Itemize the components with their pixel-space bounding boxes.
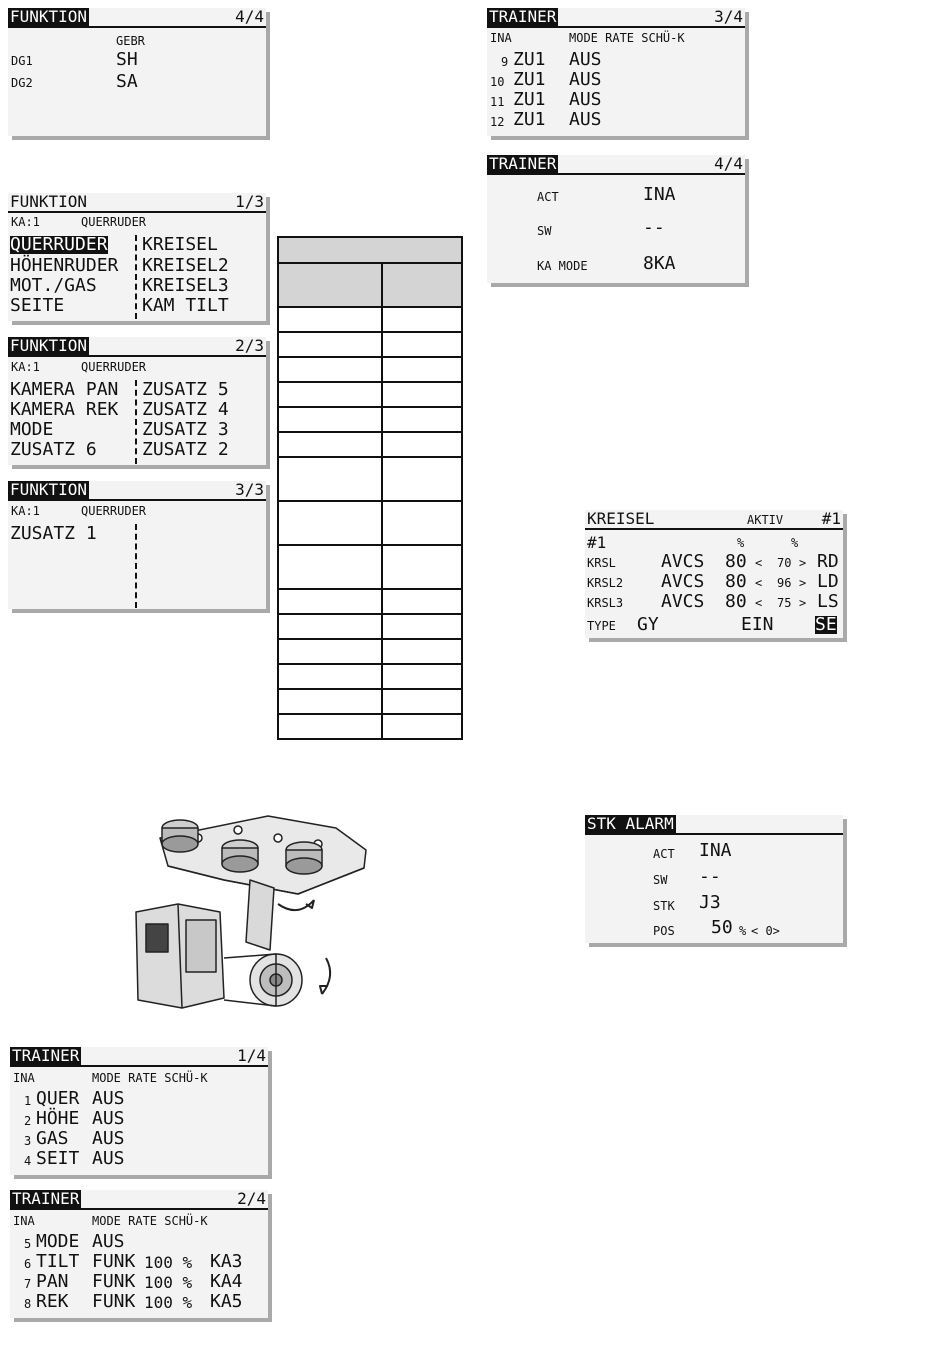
channel-label: KA:1 (11, 360, 40, 374)
bracket-close: > (799, 556, 807, 570)
channel-number: 9 (501, 55, 509, 69)
bracket-open: < (755, 596, 763, 610)
table-cell (382, 382, 462, 407)
function-item[interactable]: MOT./GAS (10, 275, 97, 296)
function-item[interactable]: KAMERA REK (10, 399, 119, 420)
gyro-value: 96 (777, 576, 792, 590)
table-cell (382, 714, 462, 739)
ka-mode-value[interactable]: 8KA (643, 253, 676, 274)
channel-mode[interactable]: FUNK (92, 1251, 136, 1272)
table-cell (278, 332, 382, 357)
table-cell (382, 307, 462, 332)
channel-number: 12 (490, 115, 505, 129)
row-value: SH (116, 49, 138, 70)
table-cell (382, 332, 462, 357)
pos-value[interactable]: 50 (711, 917, 733, 938)
channel-mode[interactable]: FUNK (92, 1271, 136, 1292)
gyro-mode[interactable]: AVCS (661, 591, 705, 612)
function-item[interactable]: ZUSATZ 1 (10, 523, 97, 544)
channel-rate[interactable]: 100 % (144, 1293, 193, 1312)
table-cell (382, 614, 462, 639)
function-item[interactable]: KREISEL (142, 234, 218, 255)
channel-number: 4 (24, 1154, 32, 1168)
function-item[interactable]: MODE (10, 419, 54, 440)
function-item[interactable]: SEITE (10, 295, 65, 316)
screen-title: KREISEL (587, 509, 655, 528)
channel-number: 1 (24, 1094, 32, 1108)
channel-rate[interactable]: 100 % (144, 1253, 193, 1272)
table-cell (278, 689, 382, 714)
trainer-screen-2 (10, 1190, 268, 1318)
screen-header (8, 193, 266, 213)
act-label: ACT (653, 847, 675, 861)
channel-label: KA:1 (11, 215, 40, 229)
pos-unit: % (739, 924, 747, 938)
screen-header (585, 815, 843, 835)
sw-label: SW (537, 224, 552, 238)
function-item[interactable]: HÖHENRUDER (10, 255, 119, 276)
channel-number: 5 (24, 1237, 32, 1251)
channel-mode[interactable]: AUS (569, 69, 602, 90)
type-value[interactable]: GY (637, 614, 659, 635)
gyro-name: KRSL3 (587, 596, 624, 610)
screen-title: TRAINER (12, 1189, 80, 1208)
table-cell (278, 664, 382, 689)
channel-assign[interactable]: KA5 (210, 1291, 243, 1312)
table-cell (382, 457, 462, 501)
sw-value[interactable]: -- (643, 217, 665, 238)
funktion-screen-2 (8, 337, 266, 465)
page-indicator: 2/3 (235, 336, 264, 355)
table-cell (278, 307, 382, 332)
se-value-selected[interactable]: SE (815, 614, 837, 635)
function-item[interactable]: ZUSATZ 6 (10, 439, 97, 460)
status-label: INA (490, 31, 512, 45)
channel-number: 8 (24, 1297, 32, 1311)
bracket-close: > (799, 596, 807, 610)
pos-label: POS (653, 924, 675, 938)
screen-title: STK ALARM (587, 814, 674, 833)
gyro-index: #1 (821, 509, 841, 528)
gyro-rate[interactable]: 80 (725, 551, 747, 572)
gyro-value: 75 (777, 596, 792, 610)
gyro-direction[interactable]: RD (817, 551, 839, 572)
act-value[interactable]: INA (699, 840, 732, 861)
funktion-screen-3 (8, 481, 266, 609)
column-divider (135, 380, 137, 464)
channel-mode[interactable]: AUS (569, 89, 602, 110)
column-headers: MODE RATE SCHÜ-K (92, 1214, 208, 1228)
table-cell (382, 639, 462, 664)
channel-name[interactable]: ZU1 (513, 49, 546, 70)
screen-title: TRAINER (489, 154, 557, 173)
channel-mode[interactable]: AUS (569, 109, 602, 130)
screen-header (487, 8, 745, 28)
table-cell (382, 664, 462, 689)
channel-mode[interactable]: AUS (569, 49, 602, 70)
stk-value[interactable]: J3 (699, 892, 721, 913)
page-indicator: 4/4 (235, 7, 264, 26)
table-cell (278, 545, 382, 589)
table-cell (278, 501, 382, 545)
gyro-value: 70 (777, 556, 792, 570)
function-item[interactable]: ZUSATZ 3 (142, 419, 229, 440)
table-header (278, 237, 462, 263)
function-item[interactable]: KREISEL3 (142, 275, 229, 296)
page-indicator: 2/4 (237, 1189, 266, 1208)
status-label: INA (13, 1214, 35, 1228)
table-cell (278, 357, 382, 382)
type-label: TYPE (587, 619, 616, 633)
table-cell (382, 589, 462, 614)
kreisel-screen (585, 510, 843, 638)
table-cell (382, 545, 462, 589)
screen-header (10, 1047, 268, 1067)
channel-name[interactable]: ZU1 (513, 109, 546, 130)
channel-number: 7 (24, 1277, 32, 1291)
channel-name[interactable]: TILT (36, 1251, 80, 1272)
channel-name[interactable]: MODE (36, 1231, 80, 1252)
screen-header (487, 155, 745, 175)
stk-alarm-screen (585, 815, 843, 943)
screen-title: FUNKTION (10, 336, 88, 355)
screen-title: TRAINER (489, 7, 557, 26)
screen-header (8, 481, 266, 501)
percent-header: % (791, 536, 799, 550)
page-indicator: 3/4 (714, 7, 743, 26)
on-value[interactable]: EIN (741, 614, 774, 635)
screen-header (8, 8, 266, 28)
function-item[interactable]: ZUSATZ 2 (142, 439, 229, 460)
function-label: QUERRUDER (81, 504, 147, 518)
sub-index: #1 (587, 533, 607, 552)
table-cell (382, 407, 462, 432)
sw-value[interactable]: -- (699, 866, 721, 887)
channel-assign[interactable]: KA4 (210, 1271, 243, 1292)
column-headers: MODE RATE SCHÜ-K (92, 1071, 208, 1085)
act-value[interactable]: INA (643, 184, 676, 205)
bracket-close: > (799, 576, 807, 590)
channel-name[interactable]: ZU1 (513, 89, 546, 110)
screen-title: TRAINER (12, 1046, 80, 1065)
screen-title: FUNKTION (10, 192, 88, 211)
trainer-screen-3 (487, 8, 745, 136)
sw-label: SW (653, 873, 668, 887)
row-label: DG2 (11, 76, 33, 90)
gyro-mode[interactable]: AVCS (661, 571, 705, 592)
function-item[interactable]: KAM TILT (142, 295, 229, 316)
status-label: AKTIV (747, 513, 784, 527)
channel-mode[interactable]: AUS (92, 1108, 125, 1129)
table-cell (278, 614, 382, 639)
screen-title: FUNKTION (10, 480, 88, 499)
table-cell (382, 689, 462, 714)
function-item[interactable]: KREISEL2 (142, 255, 229, 276)
page-indicator: 1/4 (237, 1046, 266, 1065)
gyro-rate[interactable]: 80 (725, 591, 747, 612)
channel-name[interactable]: HÖHE (36, 1108, 80, 1129)
table-cell (382, 357, 462, 382)
channel-number: 11 (490, 95, 505, 109)
table-cell (278, 382, 382, 407)
channel-name[interactable]: GAS (36, 1128, 69, 1149)
row-value: SA (116, 71, 138, 92)
page-indicator: 1/3 (235, 192, 264, 211)
channel-mode[interactable]: AUS (92, 1128, 125, 1149)
gyro-direction[interactable]: LD (817, 571, 839, 592)
channel-rate[interactable]: 100 % (144, 1273, 193, 1292)
table-cell (278, 457, 382, 501)
pos-bracket: < 0> (751, 924, 780, 938)
bracket-open: < (755, 556, 763, 570)
row-label: DG1 (11, 54, 33, 68)
channel-label: KA:1 (11, 504, 40, 518)
trainer-screen-1 (10, 1047, 268, 1175)
bracket-open: < (755, 576, 763, 590)
channel-mode[interactable]: AUS (92, 1231, 125, 1252)
page-indicator: 4/4 (714, 154, 743, 173)
function-label: QUERRUDER (81, 360, 147, 374)
ka-mode-label: KA MODE (537, 259, 588, 273)
column-divider (135, 524, 137, 608)
gyro-mode[interactable]: AVCS (661, 551, 705, 572)
function-item[interactable]: KAMERA PAN (10, 379, 119, 400)
table-cell (278, 432, 382, 457)
channel-number: 2 (24, 1114, 32, 1128)
table-cell (278, 407, 382, 432)
channel-name[interactable]: ZU1 (513, 69, 546, 90)
column-headers: MODE RATE SCHÜ-K (569, 31, 685, 45)
channel-number: 6 (24, 1257, 32, 1271)
stk-label: STK (653, 899, 675, 913)
channel-mode[interactable]: FUNK (92, 1291, 136, 1312)
camera-gimbal-illustration (128, 808, 378, 1026)
column-divider (135, 235, 137, 319)
gyro-name: KRSL2 (587, 576, 624, 590)
channel-name[interactable]: PAN (36, 1271, 69, 1292)
channel-number: 10 (490, 75, 505, 89)
gyro-name: KRSL (587, 556, 616, 570)
table-cell (278, 639, 382, 664)
gyro-direction[interactable]: LS (817, 591, 839, 612)
funktion-screen-4 (8, 8, 266, 136)
trainer-screen-4 (487, 155, 745, 283)
channel-mode[interactable]: AUS (92, 1088, 125, 1109)
function-item-selected[interactable]: QUERRUDER (10, 234, 108, 255)
empty-table (277, 236, 463, 740)
screen-header (585, 510, 843, 530)
funktion-screen-1 (8, 193, 266, 321)
percent-header: % (737, 536, 745, 550)
channel-number: 3 (24, 1134, 32, 1148)
channel-name[interactable]: SEIT (36, 1148, 80, 1169)
function-item[interactable]: ZUSATZ 5 (142, 379, 229, 400)
table-cell (382, 432, 462, 457)
status-label: INA (13, 1071, 35, 1085)
act-label: ACT (537, 190, 559, 204)
gyro-rate[interactable]: 80 (725, 571, 747, 592)
screen-header (10, 1190, 268, 1210)
column-header: GEBR (116, 34, 145, 48)
channel-assign[interactable]: KA3 (210, 1251, 243, 1272)
table-cell (382, 501, 462, 545)
channel-name[interactable]: QUER (36, 1088, 80, 1109)
table-column-header (278, 263, 382, 307)
table-column-header (382, 263, 462, 307)
screen-header (8, 337, 266, 357)
page-indicator: 3/3 (235, 480, 264, 499)
table-cell (278, 589, 382, 614)
channel-mode[interactable]: AUS (92, 1148, 125, 1169)
table-cell (278, 714, 382, 739)
function-item[interactable]: ZUSATZ 4 (142, 399, 229, 420)
screen-title: FUNKTION (10, 7, 88, 26)
channel-name[interactable]: REK (36, 1291, 69, 1312)
function-label: QUERRUDER (81, 215, 147, 229)
